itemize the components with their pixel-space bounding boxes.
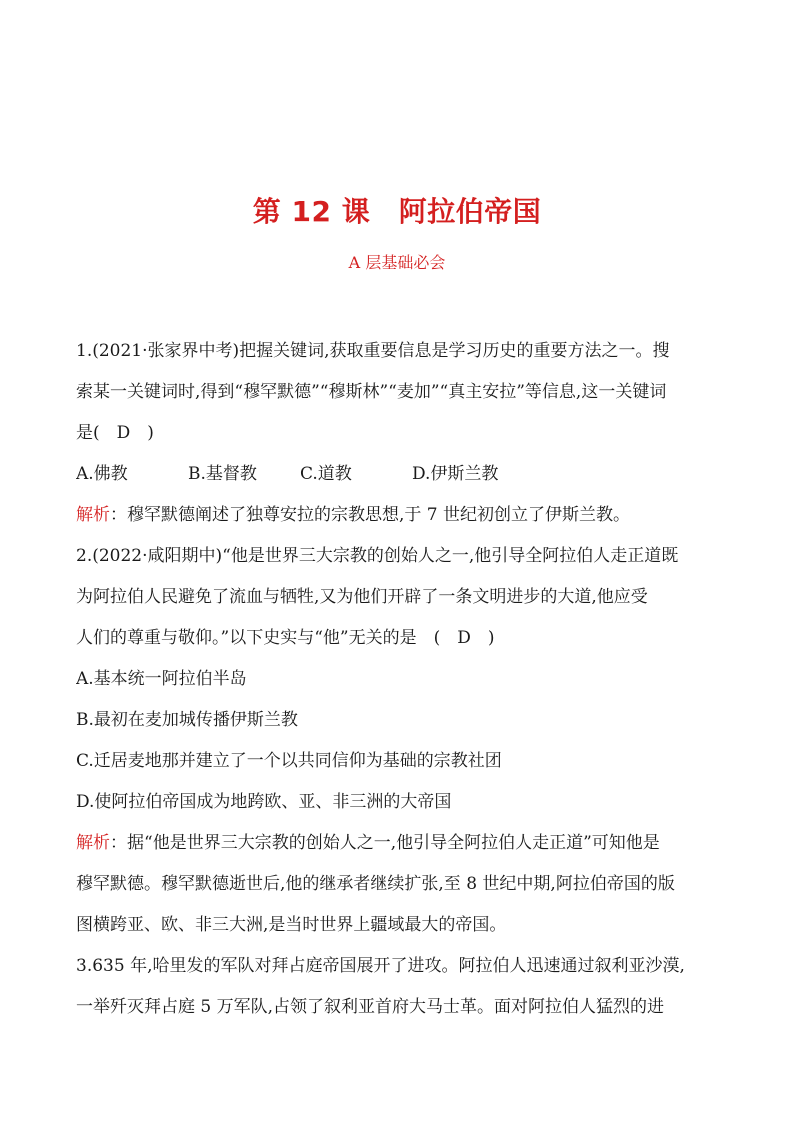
question-2-analysis-line-2: 穆罕默德。穆罕默德逝世后,他的继承者继续扩张,至 8 世纪中期,阿拉伯帝国的版 — [76, 874, 675, 894]
question-2-stem-line-1: 2.(2022·咸阳期中)“他是世界三大宗教的创始人之一,他引导全阿拉伯人走正道既 — [76, 546, 679, 566]
question-1-analysis-text: ：穆罕默德阐述了独尊安拉的宗教思想,于 7 世纪初创立了伊斯兰教。 — [110, 505, 631, 525]
question-3-stem-line-1: 3.635 年,哈里发的军队对拜占庭帝国展开了进攻。阿拉伯人迅速通过叙利亚沙漠, — [76, 956, 685, 976]
question-1-analysis — [76, 495, 726, 536]
question-1-stem-line-1: 1.(2021·张家界中考)把握关键词,获取重要信息是学习历史的重要方法之一。搜 — [76, 341, 670, 361]
question-1-option-b: B.基督教 — [188, 464, 257, 484]
question-1-option-d: D.伊斯兰教 — [412, 464, 499, 484]
question-2-analysis-text-1: ：据“他是世界三大宗教的创始人之一,他引导全阿拉伯人走正道”可知他是 — [110, 833, 660, 853]
question-2-analysis-line-3: 图横跨亚、欧、非三大洲,是当时世界上疆域最大的帝国。 — [76, 915, 507, 935]
question-1-stem-line-2: 索某一关键词时,得到“穆罕默德”“穆斯林”“麦加”“真主安拉”等信息,这一关键词 — [76, 382, 667, 402]
question-3-stem-line-2: 一举歼灭拜占庭 5 万军队,占领了叙利亚首府大马士革。面对阿拉伯人猛烈的进 — [76, 997, 665, 1017]
question-2-option-d: D.使阿拉伯帝国成为地跨欧、亚、非三洲的大帝国 — [76, 792, 452, 812]
question-1-option-a: A.佛教 — [76, 464, 128, 484]
lesson-title: 第 12 课 阿拉伯帝国 — [252, 195, 542, 228]
question-1-option-c: C.道教 — [300, 464, 352, 484]
question-1-stem-line-3: 是( D ) — [76, 423, 154, 443]
question-2-option-c: C.迁居麦地那并建立了一个以共同信仰为基础的宗教社团 — [76, 751, 502, 771]
question-2-analysis-line-1 — [76, 823, 726, 864]
question-2-stem-line-2: 为阿拉伯人民避免了流血与牺牲,又为他们开辟了一条文明进步的大道,他应受 — [76, 587, 648, 607]
question-1-options — [76, 454, 726, 495]
question-list — [76, 331, 726, 1028]
question-2-option-b: B.最初在麦加城传播伊斯兰教 — [76, 710, 298, 730]
analysis-label: 解析 — [76, 833, 110, 853]
question-2-option-a: A.基本统一阿拉伯半岛 — [76, 669, 247, 689]
section-subtitle: A 层基础必会 — [348, 253, 446, 272]
question-2-stem-line-3: 人们的尊重与敬仰。”以下史实与“他”无关的是 ( D ) — [76, 628, 495, 648]
analysis-label: 解析 — [76, 505, 110, 525]
